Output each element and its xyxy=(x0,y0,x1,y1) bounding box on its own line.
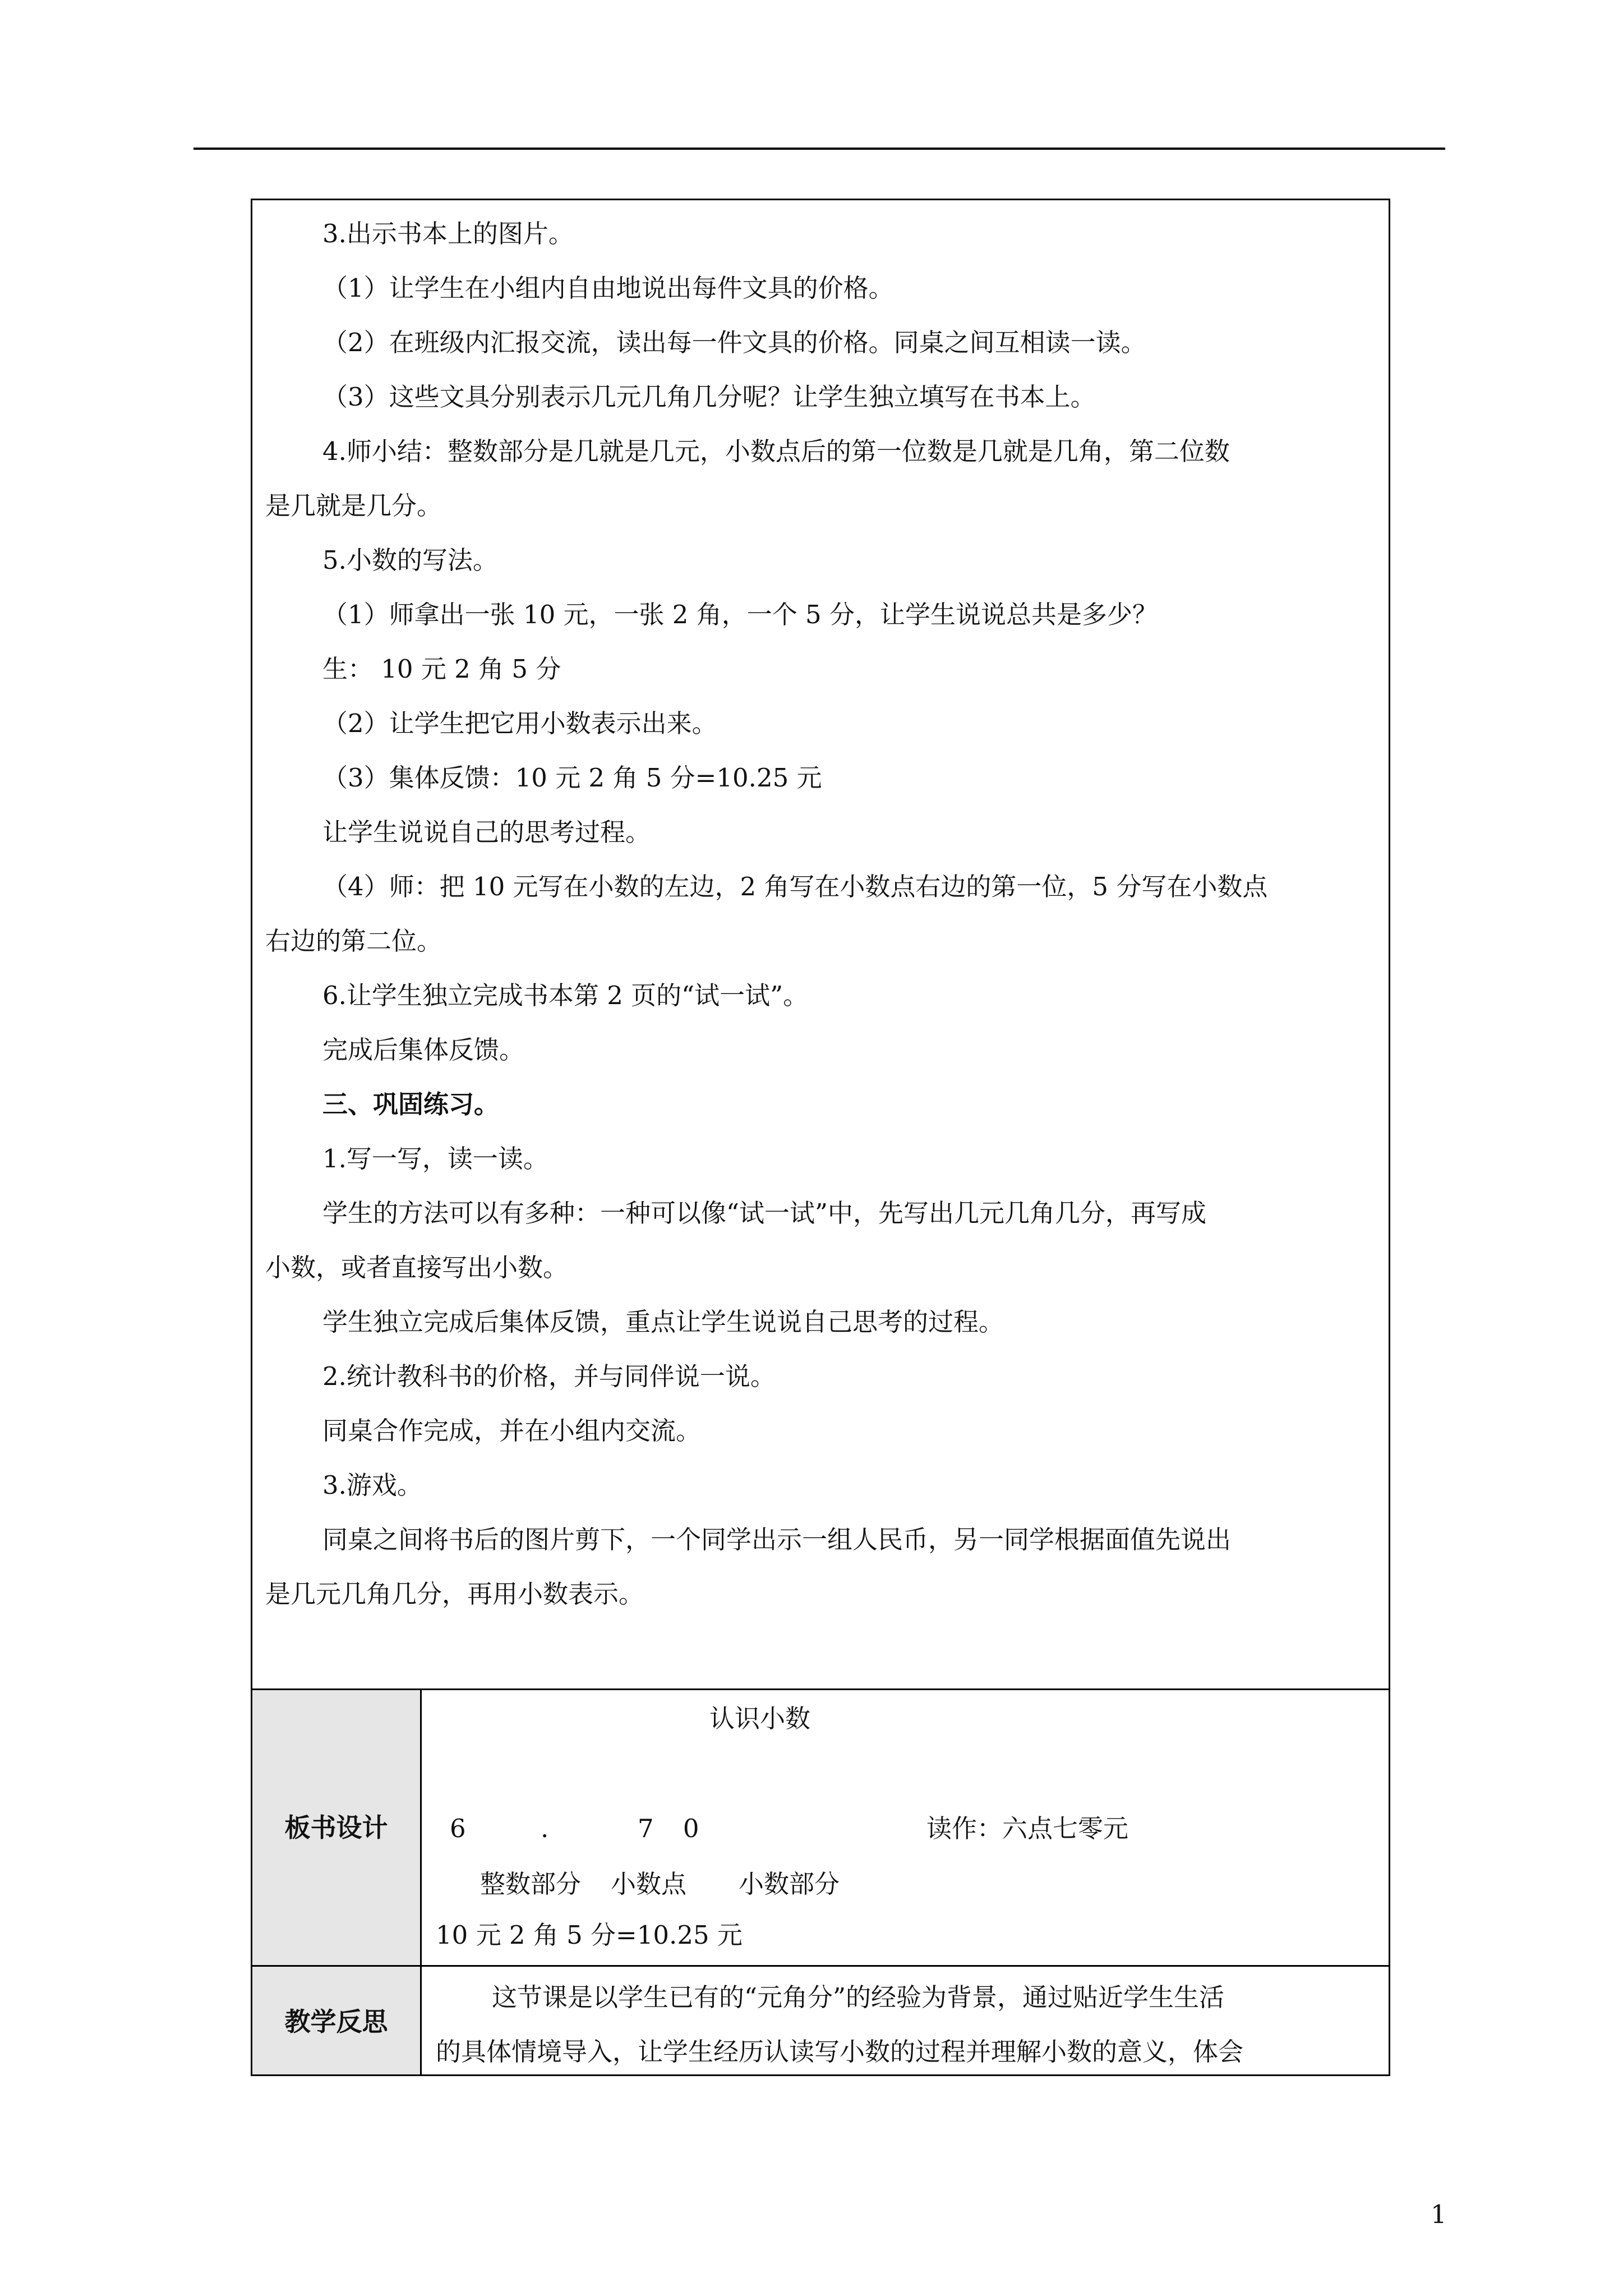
board-part-point: 小数点 xyxy=(611,1869,687,1899)
body-line: 1.写一写，读一读。 xyxy=(322,1144,548,1174)
header-rule xyxy=(193,148,1445,150)
body-line: （3）这些文具分别表示几元几角几分呢？让学生独立填写在书本上。 xyxy=(322,382,1096,412)
board-part-integer: 整数部分 xyxy=(480,1869,582,1899)
body-line: 3.游戏。 xyxy=(322,1470,422,1500)
body-line: （1）师拿出一张 10 元，一张 2 角，一个 5 分，让学生说说总共是多少？ xyxy=(322,600,1158,629)
body-line: 右边的第二位。 xyxy=(265,926,442,956)
body-line: （2）在班级内汇报交流，读出每一件文具的价格。同桌之间互相读一读。 xyxy=(322,328,1146,357)
body-line: （1）让学生在小组内自由地说出每件文具的价格。 xyxy=(322,273,894,303)
body-line: 完成后集体反馈。 xyxy=(322,1035,525,1065)
page-number: 1 xyxy=(1431,2200,1447,2229)
board-part-decimal: 小数部分 xyxy=(739,1869,840,1899)
body-line: （3）集体反馈：10 元 2 角 5 分=10.25 元 xyxy=(322,763,822,793)
board-label: 板书设计 xyxy=(284,1812,388,1843)
section-heading: 三、巩固练习。 xyxy=(322,1089,500,1119)
body-line: 5.小数的写法。 xyxy=(322,545,498,575)
board-decimal-digits: 7 0 xyxy=(638,1814,699,1843)
body-line: （4）师：把 10 元写在小数的左边，2 角写在小数点右边的第一位，5 分写在小数点 xyxy=(322,872,1268,901)
body-line: 学生的方法可以有多种：一种可以像“试一试”中，先写出几元几角几分，再写成 xyxy=(322,1198,1207,1228)
body-line: 4.师小结：整数部分是几就是几元，小数点后的第一位数是几就是几角，第二位数 xyxy=(322,436,1230,466)
board-point-symbol: . xyxy=(541,1814,549,1843)
body-line: 是几就是几分。 xyxy=(265,491,442,521)
board-integer-digit: 6 xyxy=(450,1814,466,1843)
body-line: 学生独立完成后集体反馈，重点让学生说说自己思考的过程。 xyxy=(322,1307,1004,1337)
board-reading: 读作：六点七零元 xyxy=(926,1814,1129,1843)
body-line: 让学生说说自己的思考过程。 xyxy=(322,817,651,847)
body-line: 同桌之间将书后的图片剪下，一个同学出示一组人民币，另一同学根据面值先说出 xyxy=(322,1525,1232,1554)
body-line: 2.统计教科书的价格，并与同伴说一说。 xyxy=(322,1361,776,1391)
reflection-line: 的具体情境导入，让学生经历认读写小数的过程并理解小数的意义，体会 xyxy=(436,2037,1244,2067)
body-line: 是几元几角几分，再用小数表示。 xyxy=(265,1579,644,1609)
reflection-label: 教学反思 xyxy=(284,2007,388,2037)
column-divider xyxy=(420,1688,422,2076)
body-line: 3.出示书本上的图片。 xyxy=(322,219,574,249)
board-equation: 10 元 2 角 5 分=10.25 元 xyxy=(436,1920,743,1950)
body-line: 6.让学生独立完成书本第 2 页的“试一试”。 xyxy=(322,981,809,1010)
body-line: 小数，或者直接写出小数。 xyxy=(265,1253,569,1282)
reflection-line: 这节课是以学生已有的“元角分”的经验为背景，通过贴近学生生活 xyxy=(492,1982,1225,2012)
body-line: （2）让学生把它用小数表示出来。 xyxy=(322,708,717,738)
board-title: 认识小数 xyxy=(709,1704,811,1733)
body-line: 生： 10 元 2 角 5 分 xyxy=(322,654,561,684)
body-line: 同桌合作完成，并在小组内交流。 xyxy=(322,1416,702,1446)
